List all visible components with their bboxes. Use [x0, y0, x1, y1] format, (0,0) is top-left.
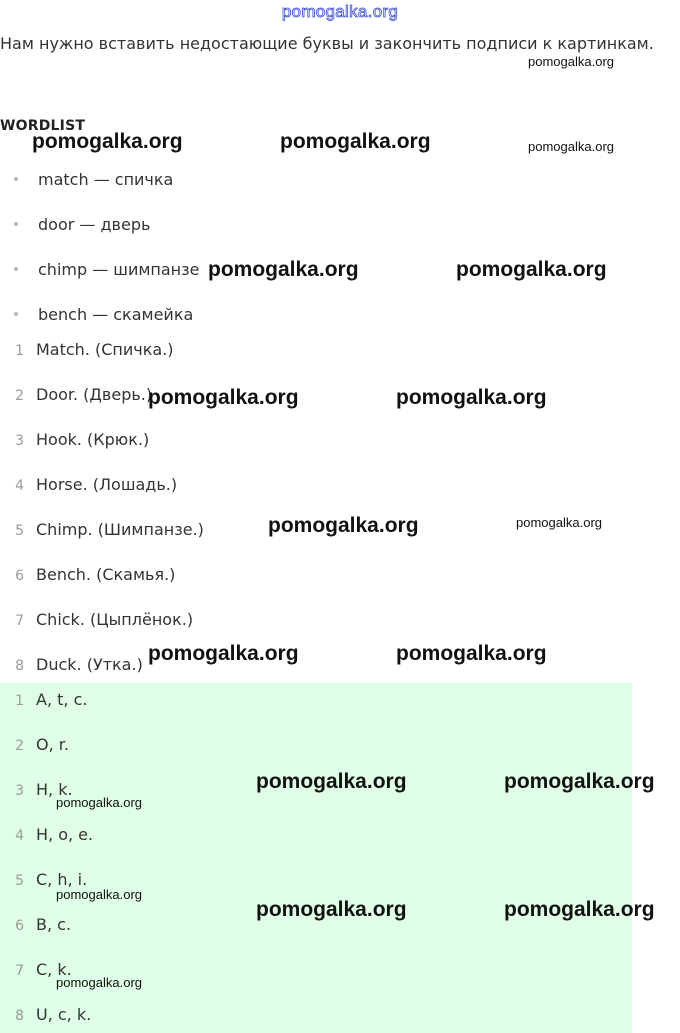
wordlist-item — [14, 170, 173, 194]
watermark: pomogalka.org — [396, 386, 547, 409]
caption-text: Match. (Спичка.) — [36, 340, 174, 359]
caption-number: 3 — [15, 433, 24, 449]
bullet-icon — [14, 177, 18, 181]
wordlist-item-text: chimp — шимпанзе — [38, 260, 200, 279]
answer-text: A, t, c. — [36, 690, 88, 709]
caption-text: Bench. (Скамья.) — [36, 565, 176, 584]
answer-text: C, h, i. — [36, 870, 88, 889]
wordlist-item-text: door — дверь — [38, 215, 151, 234]
answer-number: 4 — [15, 828, 24, 844]
watermark: pomogalka.org — [256, 770, 407, 793]
bullet-icon — [14, 222, 18, 226]
caption-number: 8 — [15, 658, 24, 674]
watermark: pomogalka.org — [516, 515, 602, 530]
caption-number: 2 — [15, 388, 24, 404]
wordlist-item-text: match — спичка — [38, 170, 174, 189]
answer-number: 3 — [15, 783, 24, 799]
watermark: pomogalka.org — [268, 514, 419, 537]
watermark: pomogalka.org — [396, 642, 547, 665]
wordlist-item-text: bench — скамейка — [38, 305, 194, 324]
answer-text: O, r. — [36, 735, 69, 754]
answer-item — [0, 735, 69, 759]
answer-item — [0, 915, 71, 939]
watermark: pomogalka.org — [32, 130, 183, 153]
watermark: pomogalka.org — [456, 258, 607, 281]
watermark: pomogalka.org — [528, 139, 614, 154]
bullet-icon — [14, 267, 18, 271]
wordlist-title: WORDLIST — [0, 118, 86, 134]
watermark: pomogalka.org — [56, 975, 142, 990]
answer-text: B, c. — [36, 915, 72, 934]
caption-item — [0, 520, 204, 544]
bullet-icon — [14, 312, 18, 316]
answer-number: 5 — [15, 873, 24, 889]
caption-item — [0, 385, 152, 409]
watermark: pomogalka.org — [148, 386, 299, 409]
caption-text: Horse. (Лошадь.) — [36, 475, 178, 494]
caption-text: Duck. (Утка.) — [36, 655, 143, 674]
watermark: pomogalka.org — [504, 898, 655, 921]
caption-number: 1 — [15, 343, 24, 359]
wordlist-item — [14, 305, 193, 329]
caption-text: Door. (Дверь.) — [36, 385, 153, 404]
wordlist-item — [14, 215, 150, 239]
intro-text: Нам нужно вставить недостающие буквы и закончить подписи к картинкам. — [0, 34, 654, 53]
answer-item — [0, 825, 93, 849]
answer-text: U, c, k. — [36, 1005, 92, 1024]
caption-number: 6 — [15, 568, 24, 584]
answer-item — [0, 1005, 91, 1029]
answer-number: 8 — [15, 1008, 24, 1024]
answer-text: C, k. — [36, 960, 72, 979]
wordlist-item — [14, 260, 199, 284]
answer-number: 6 — [15, 918, 24, 934]
caption-number: 4 — [15, 478, 24, 494]
caption-number: 7 — [15, 613, 24, 629]
caption-item — [0, 430, 149, 454]
caption-item — [0, 655, 143, 679]
answer-text: H, k. — [36, 780, 73, 799]
answer-item — [0, 690, 87, 714]
watermark: pomogalka.org — [256, 898, 407, 921]
caption-item — [0, 475, 177, 499]
watermark: pomogalka.org — [208, 258, 359, 281]
caption-item — [0, 340, 174, 364]
caption-item — [0, 610, 193, 634]
site-logo[interactable]: pomogalka.org — [281, 2, 399, 21]
caption-text: Hook. (Крюк.) — [36, 430, 150, 449]
watermark: pomogalka.org — [148, 642, 299, 665]
watermark: pomogalka.org — [528, 54, 614, 69]
caption-item — [0, 565, 175, 589]
watermark: pomogalka.org — [504, 770, 655, 793]
caption-text: Chick. (Цыплёнок.) — [36, 610, 194, 629]
watermark: pomogalka.org — [280, 130, 431, 153]
caption-number: 5 — [15, 523, 24, 539]
answer-text: H, o, e. — [36, 825, 94, 844]
answer-number: 7 — [15, 963, 24, 979]
answer-number: 2 — [15, 738, 24, 754]
watermark: pomogalka.org — [56, 795, 142, 810]
watermark: pomogalka.org — [56, 887, 142, 902]
caption-text: Chimp. (Шимпанзе.) — [36, 520, 204, 539]
answer-number: 1 — [15, 693, 24, 709]
